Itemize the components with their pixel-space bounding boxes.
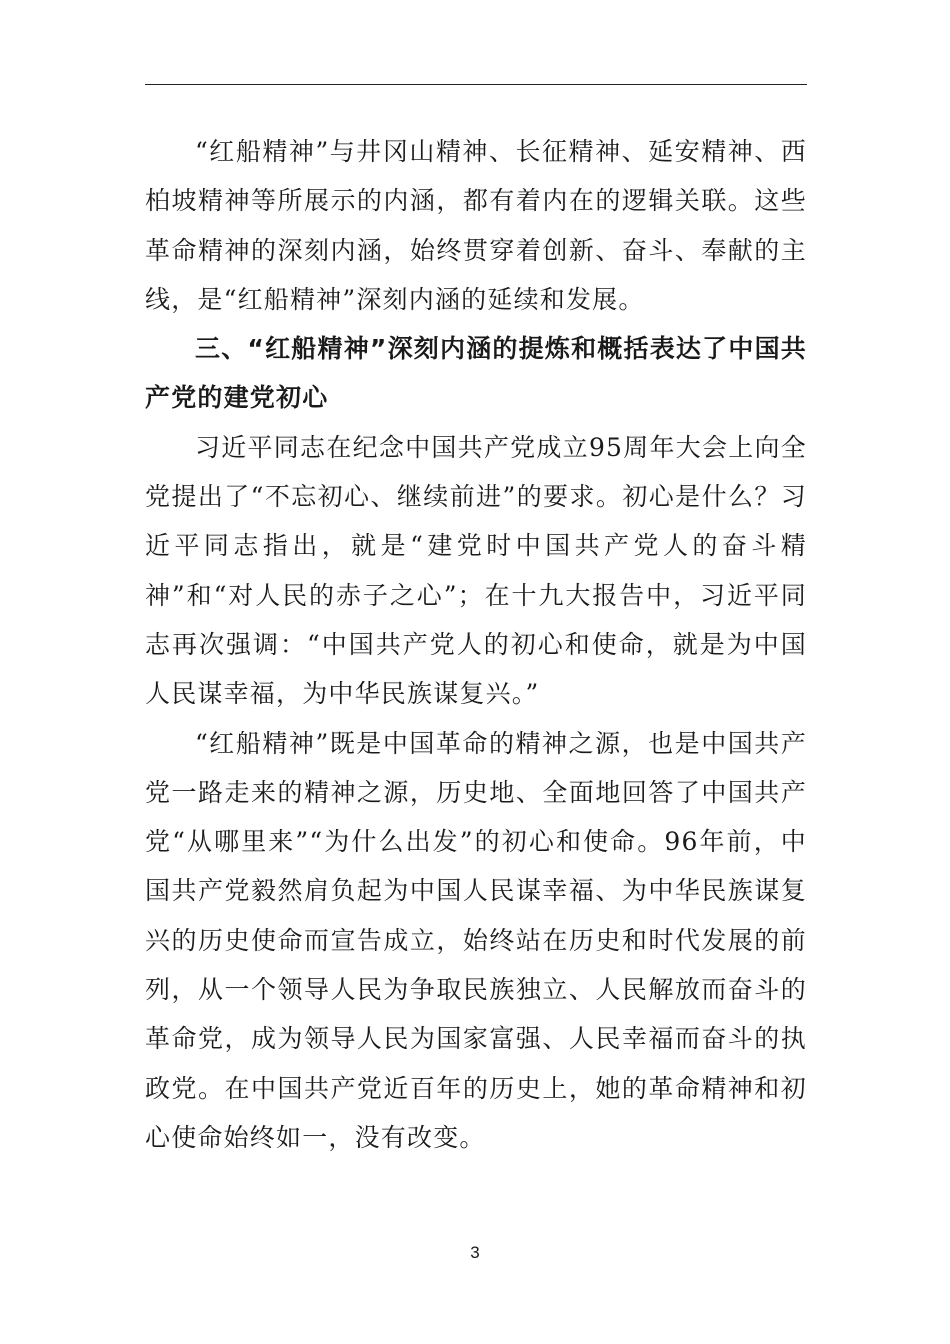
paragraph: “红船精神”与井冈山精神、长征精神、延安精神、西柏坡精神等所展示的内涵，都有着内在的逻辑关联。这些革命精神的深刻内涵，始终贯穿着创新、奋斗、奉献的主线，是“红船精神”深刻内涵的延续和发展。 (145, 137, 807, 314)
paragraph: 习近平同志在纪念中国共产党成立95周年大会上向全党提出了“不忘初心、继续前进”的要求。初心是什么？习近平同志指出，就是“建党时中国共产党人的奋斗精神”和“对人民的赤子之心”；在十九大报告中，习近平同志再次强调：“中国共产党人的初心和使命，就是为中国人民谋幸福，为中华民族谋复兴。” (145, 432, 807, 709)
header-rule (145, 84, 807, 85)
section-heading: 三、“红船精神”深刻内涵的提炼和概括表达了中国共产党的建党初心 (145, 334, 807, 413)
page-number: 3 (470, 1243, 480, 1262)
paragraph: “红船精神”既是中国革命的精神之源，也是中国共产党一路走来的精神之源，历史地、全面地回答了中国共产党“从哪里来”“为什么出发”的初心和使命。96年前，中国共产党毅然肩负起为中国人民谋幸福、为中华民族谋复兴的历史使命而宣告成立，始终站在历史和时代发展的前列，从一个领导人民为争取民族独立、人民解放而奋斗的革命党，成为领导人民为国家富强、人民幸福而奋斗的执政党。在中国共产党近百年的历史上，她的革命精神和初心使命始终如一，没有改变。 (145, 728, 807, 1152)
page-body (145, 127, 807, 1162)
